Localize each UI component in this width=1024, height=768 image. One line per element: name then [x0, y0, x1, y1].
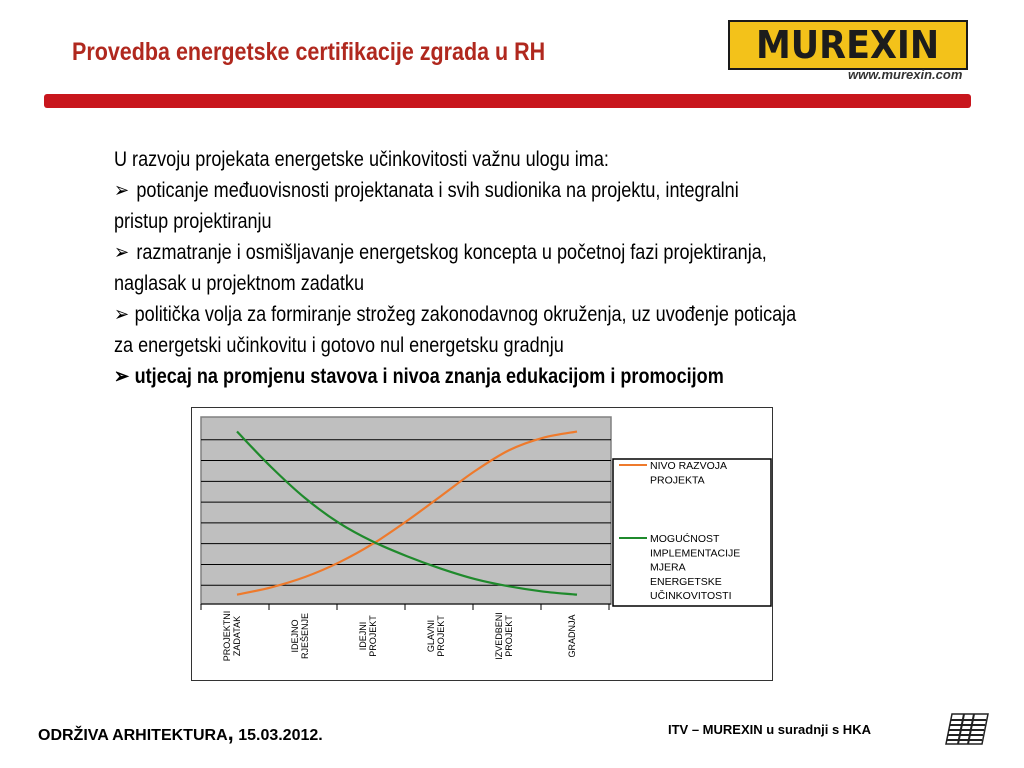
arrow-bullet-icon: ➢ [114, 365, 130, 388]
header-divider [44, 94, 971, 108]
x-tick-label: RJEŠENJE [300, 612, 310, 660]
footer-left [38, 720, 323, 746]
x-tick-label: GRADNJA [567, 614, 577, 658]
x-tick-label: IZVEDBENI [494, 612, 504, 660]
x-tick-label: ZADATAK [232, 615, 242, 657]
legend-label-1: NIVO RAZVOJA [650, 460, 728, 472]
footer-comma: , [227, 720, 234, 745]
bullet-1-text: poticanje međuovisnosti projektanata i svih sudionika na projektu, integralni [136, 179, 739, 202]
bullet-3-line-1 [114, 299, 819, 330]
arrow-bullet-icon: ➢ [114, 303, 130, 326]
legend-label-2: MJERA [650, 561, 686, 574]
page-title: Provedba energetske certifikacije zgrada u RH [72, 38, 546, 66]
main-text [114, 144, 934, 392]
legend-label-2: MOGUĆNOST [650, 533, 720, 545]
x-tick-label: PROJEKTNI [222, 610, 232, 662]
logo-text: MUREXIN [756, 23, 940, 67]
line-chart [191, 407, 773, 681]
bullet-2-line-1 [114, 237, 819, 268]
x-tick-label: PROJEKT [436, 615, 446, 657]
bullet-4-text: utjecaj na promjenu stavova i nivoa znanja edukacijom i promocijom [134, 365, 724, 388]
bullet-2-text: razmatranje i osmišljavanje energetskog koncepta u početnoj fazi projektiranja, [136, 241, 767, 264]
bullet-4-line-1 [114, 361, 819, 392]
legend-label-1: PROJEKTA [650, 474, 705, 487]
legend-label-2: IMPLEMENTACIJE [650, 547, 741, 560]
footer-date: 15.03.2012. [233, 727, 323, 744]
bullet-1-line-1 [114, 175, 819, 206]
footer-right: ITV – MUREXIN u suradnji s HKA [668, 722, 871, 737]
footer-event-name: ODRŽIVA ARHITEKTURA [38, 727, 228, 744]
website-url: www.murexin.com [848, 67, 963, 82]
legend-label-2: UČINKOVITOSTI [650, 590, 732, 603]
x-tick-label: GLAVNI [426, 619, 436, 653]
bullet-3-line-2: za energetski učinkovitu i gotovo nul energetsku gradnju [114, 334, 564, 357]
murexin-logo [728, 20, 968, 70]
arrow-bullet-icon: ➢ [114, 241, 130, 264]
x-tick-label: PROJEKT [504, 615, 514, 657]
bullet-2-line-2: naglasak u projektnom zadatku [114, 272, 364, 295]
intro-text: U razvoju projekata energetske učinkovitosti važnu ulogu ima: [114, 148, 609, 171]
legend-label-2: ENERGETSKE [650, 575, 722, 588]
x-tick-label: IDEJNO [290, 619, 300, 653]
bullet-3-text: politička volja za formiranje strožeg zakonodavnog okruženja, uz uvođenje poticaja [134, 303, 797, 326]
x-tick-label: IDEJNI [358, 621, 368, 651]
hka-logo [944, 712, 990, 746]
x-tick-label: PROJEKT [368, 615, 378, 657]
bullet-1-line-2: pristup projektiranju [114, 210, 272, 233]
arrow-bullet-icon: ➢ [114, 179, 130, 202]
plot-area [201, 417, 611, 604]
